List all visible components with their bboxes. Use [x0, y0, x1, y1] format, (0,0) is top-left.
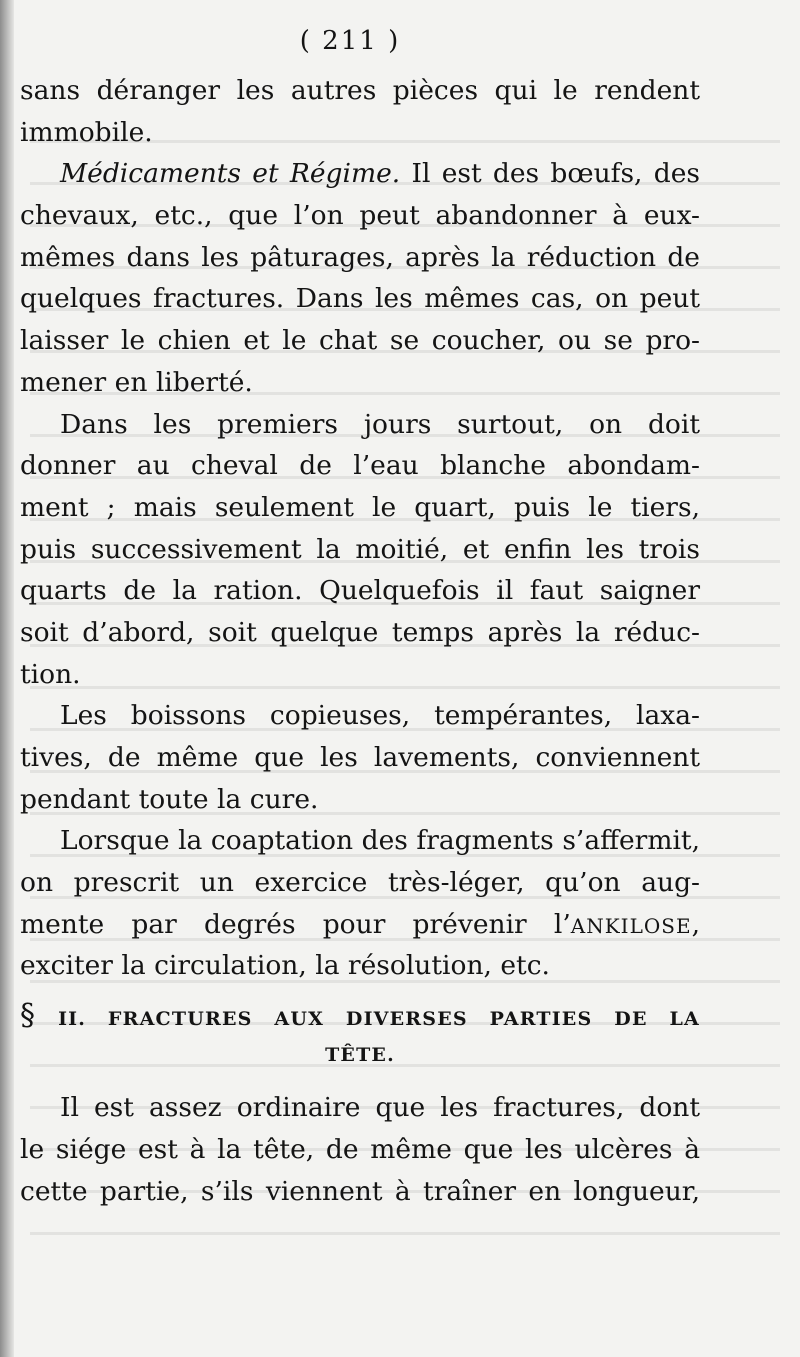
text-line: Lorsque la coaptation des fragments s’affermit, [60, 825, 700, 857]
text-line: tion. [20, 658, 81, 690]
text-line: le siége est à la tête, de même que les ulcères à [20, 1133, 700, 1165]
text-line: Dans les premiers jours surtout, on doit [60, 408, 700, 440]
text-line: tives, de même que les lavements, conviennent [20, 742, 700, 773]
text-line: soit d’abord, soit quelque temps après la réduc- [20, 616, 700, 648]
section-title-line2: TÊTE. [325, 1044, 395, 1067]
text-line: sans déranger les autres pièces qui le rendent [20, 75, 700, 106]
text-line: Il est assez ordinaire que les fractures, dont [60, 1092, 700, 1124]
text-line: mêmes dans les pâturages, après la réduction de [20, 241, 700, 273]
page-number: ( 211 ) [299, 26, 401, 56]
text-line: ment ; mais seulement le quart, puis le tiers, [20, 491, 700, 523]
section-sign: § [20, 998, 37, 1034]
text-line: quarts de la ration. Quelquefois il faut saigner [20, 575, 700, 607]
text-line: mener en liberté. [20, 366, 253, 398]
section-heading [20, 995, 700, 1035]
text-fragment: Il est des bœufs, des [411, 158, 700, 190]
text-line: pendant toute la cure. [20, 783, 319, 815]
text-line [20, 153, 700, 195]
text-line: cette partie, s’ils viennent à traîner en longueur, [20, 1175, 700, 1207]
text-line: laisser le chien et le chat se coucher, ou se pro- [20, 325, 700, 357]
text-line: quelques fractures. Dans les mêmes cas, on peut [20, 283, 700, 315]
text-line: immobile. [20, 116, 153, 148]
text-line: Les boissons copieuses, tempérantes, laxa- [60, 700, 700, 732]
page-gutter-shadow [0, 0, 14, 1357]
text-line: exciter la circulation, la résolution, etc. [20, 950, 550, 982]
section-title-line1: II. FRACTURES AUX DIVERSES PARTIES DE LA [58, 1008, 700, 1031]
text-line [20, 904, 700, 946]
smallcaps-term-ankilose: ANKILOSE [570, 913, 692, 938]
page-body [20, 70, 700, 1212]
text-fragment: mente par degrés pour prévenir l’ [20, 908, 571, 940]
text-line: chevaux, etc., que l’on peut abandonner à eux- [20, 200, 700, 232]
text-line: donner au cheval de l’eau blanche abondam- [20, 450, 700, 482]
text-fragment: , [691, 908, 700, 940]
text-line: on prescrit un exercice très-léger, qu’on aug- [20, 867, 700, 899]
text-line: puis successivement la moitié, et enfin les trois [20, 533, 700, 565]
paragraph-heading-medicaments: Médicaments et Régime. [60, 158, 401, 190]
